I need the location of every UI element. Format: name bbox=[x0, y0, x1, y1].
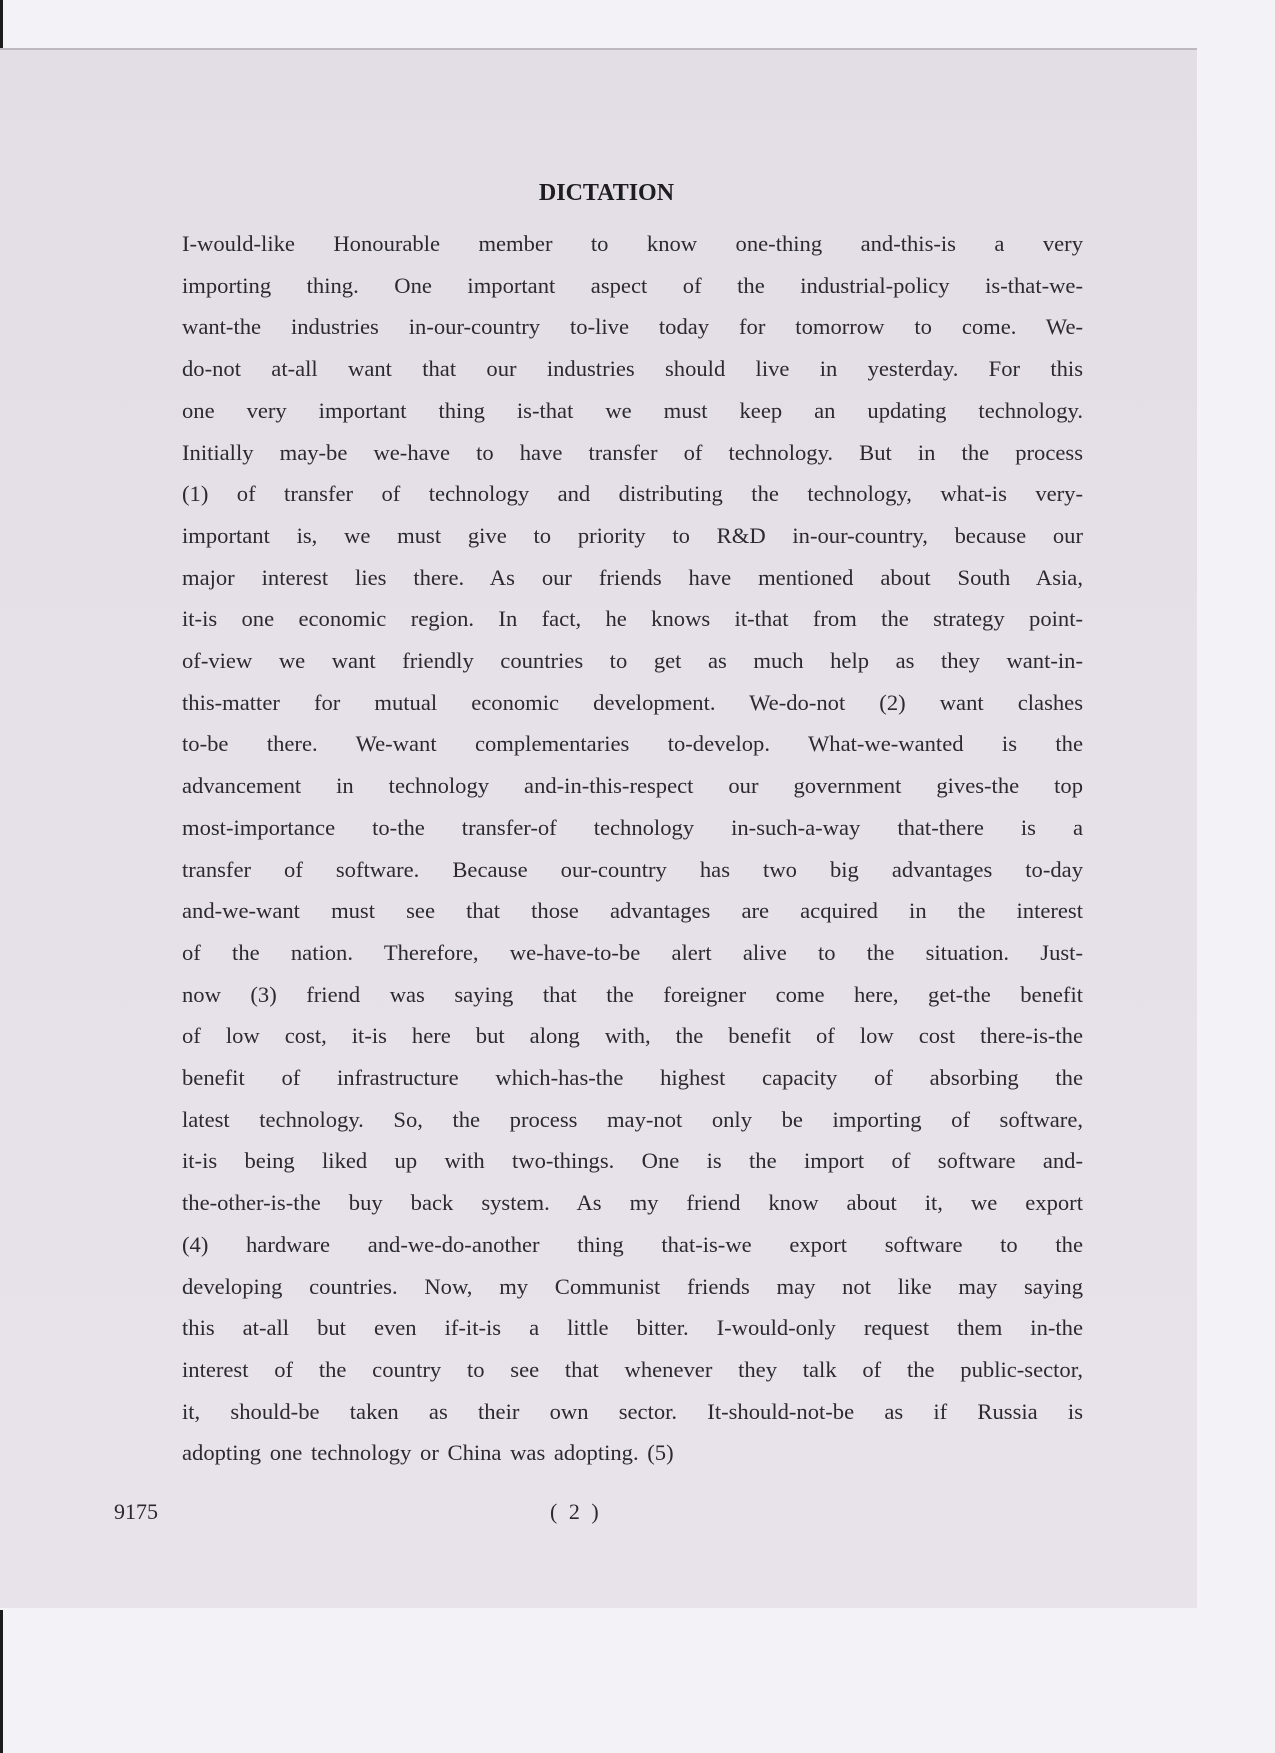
passage-line: most-importance to-the transfer-of technology in-such-a-way that-there is a bbox=[182, 814, 1083, 840]
passage-line: I-would-like Honourable member to know one-thing and-this-is a very bbox=[182, 231, 1083, 256]
passage-line: adopting one technology or China was adopting. (5) bbox=[182, 1440, 674, 1466]
passage-line: interest of the country to see that whenever they talk of the public-sector, bbox=[182, 1356, 1083, 1382]
passage-line: one very important thing is-that we must keep an updating technology. bbox=[182, 397, 1083, 423]
passage-line: want-the industries in-our-country to-live today for tomorrow to come. We- bbox=[182, 314, 1083, 340]
passage-line: important is, we must give to priority to R&D in-our-country, because our bbox=[182, 522, 1083, 548]
passage-line: importing thing. One important aspect of the industrial-policy is-that-we- bbox=[182, 272, 1083, 298]
passage-line: (4) hardware and-we-do-another thing that-is-we export software to the bbox=[182, 1231, 1083, 1257]
binding-line bbox=[0, 1610, 3, 1753]
passage-line: major interest lies there. As our friends have mentioned about South Asia, bbox=[182, 564, 1083, 590]
passage-line: benefit of infrastructure which-has-the highest capacity of absorbing the bbox=[182, 1065, 1083, 1091]
passage-line: to-be there. We-want complementaries to-develop. What-we-wanted is the bbox=[182, 731, 1083, 757]
dictation-passage bbox=[182, 223, 1083, 1474]
passage-line: advancement in technology and-in-this-respect our government gives-the top bbox=[182, 773, 1083, 799]
passage-line: of low cost, it-is here but along with, the benefit of low cost there-is-the bbox=[182, 1023, 1083, 1049]
passage-line: this-matter for mutual economic development. We-do-not (2) want clashes bbox=[182, 689, 1083, 715]
document-title: DICTATION bbox=[538, 180, 675, 206]
passage-line: Initially may-be we-have to have transfer of technology. But in the process bbox=[182, 439, 1083, 465]
passage-line: it-is being liked up with two-things. One is the import of software and- bbox=[182, 1148, 1083, 1174]
passage-line: now (3) friend was saying that the foreigner come here, get-the benefit bbox=[182, 981, 1083, 1007]
passage-line: do-not at-all want that our industries should live in yesterday. For this bbox=[182, 356, 1083, 382]
passage-line: this at-all but even if-it-is a little bitter. I-would-only request them in-the bbox=[182, 1315, 1083, 1341]
passage-line: developing countries. Now, my Communist friends may not like may saying bbox=[182, 1273, 1083, 1299]
passage-line: transfer of software. Because our-country has two big advantages to-day bbox=[182, 856, 1083, 882]
passage-line: the-other-is-the buy back system. As my friend know about it, we export bbox=[182, 1190, 1083, 1216]
passage-line: (1) of transfer of technology and distributing the technology, what-is very- bbox=[182, 481, 1083, 507]
page-number: ( 2 ) bbox=[550, 1499, 602, 1524]
paper-top-edge bbox=[0, 48, 1197, 50]
passage-line: latest technology. So, the process may-not only be importing of software, bbox=[182, 1106, 1083, 1132]
passage-line: it, should-be taken as their own sector. It-should-not-be as if Russia is bbox=[182, 1398, 1083, 1424]
passage-line: it-is one economic region. In fact, he knows it-that from the strategy point- bbox=[182, 606, 1083, 632]
passage-line: of-view we want friendly countries to get as much help as they want-in- bbox=[182, 648, 1083, 674]
passage-line: of the nation. Therefore, we-have-to-be alert alive to the situation. Just- bbox=[182, 939, 1083, 965]
binding-line bbox=[0, 0, 3, 52]
paper-code: 9175 bbox=[114, 1499, 158, 1524]
passage-line: and-we-want must see that those advantages are acquired in the interest bbox=[182, 898, 1083, 924]
